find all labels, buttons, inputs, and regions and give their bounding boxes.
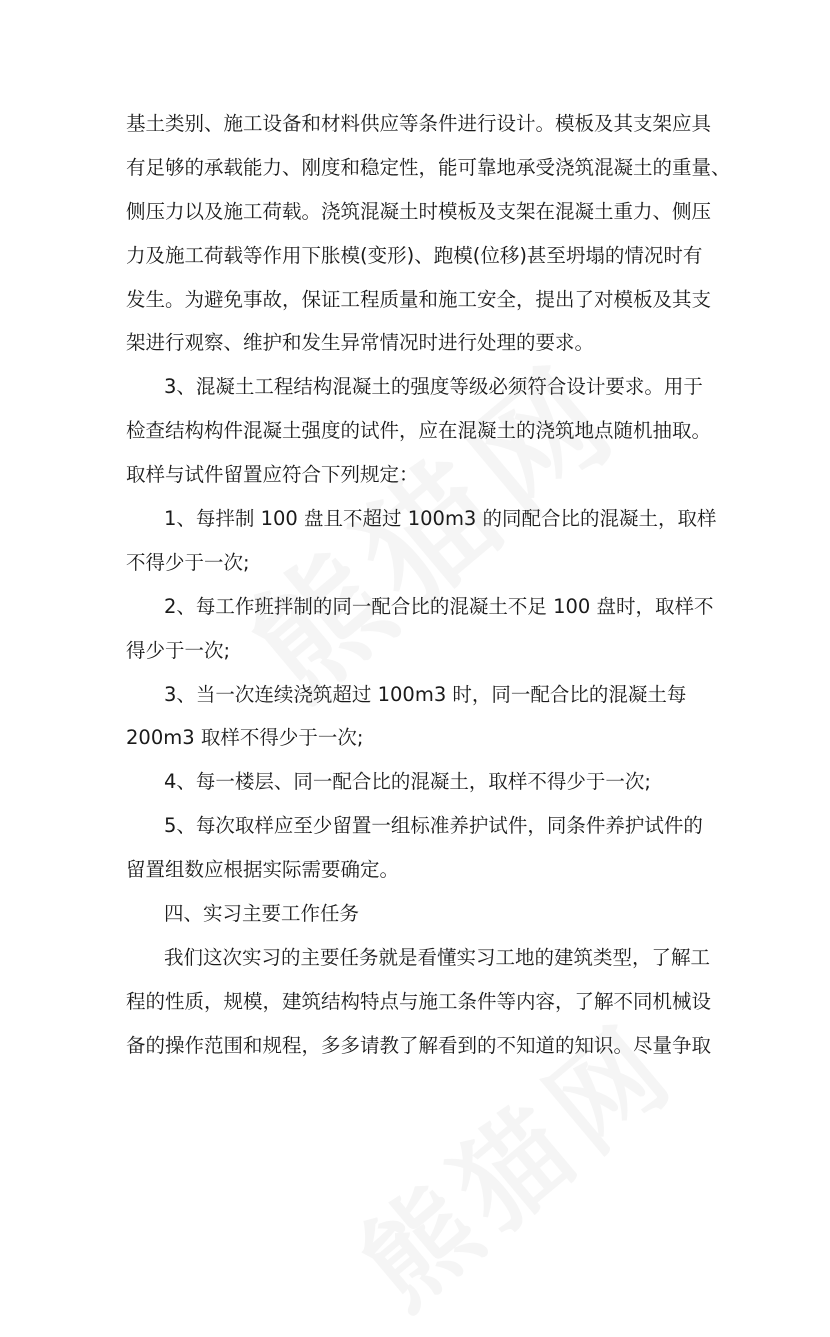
text-line: 我们这次实习的主要任务就是看懂实习工地的建筑类型，了解工 (164, 946, 711, 969)
text-line: 架进行观察、维护和发生异常情况时进行处理的要求。 (126, 331, 595, 354)
text-line: 力及施工荷载等作用下胀模(变形)、跑模(位移)甚至坍塌的情况时有 (126, 244, 703, 267)
text-line: 1、每拌制 100 盘且不超过 100m3 的同配合比的混凝土，取样 (164, 507, 717, 530)
text-line: 程的性质，规模，建筑结构特点与施工条件等内容，了解不同机械设 (126, 990, 712, 1013)
text-line: 发生。为避免事故，保证工程质量和施工安全，提出了对模板及其支 (126, 288, 712, 311)
text-line: 4、每一楼层、同一配合比的混凝土，取样不得少于一次; (164, 770, 651, 793)
text-line: 得少于一次; (126, 639, 231, 662)
text-line: 200m3 取样不得少于一次; (126, 726, 364, 749)
section-heading: 四、实习主要工作任务 (164, 902, 360, 925)
text-line: 有足够的承载能力、刚度和稳定性，能可靠地承受浇筑混凝土的重量、 (126, 156, 731, 179)
text-line: 检查结构构件混凝土强度的试件，应在混凝土的浇筑地点随机抽取。 (126, 419, 712, 442)
text-line: 2、每工作班拌制的同一配合比的混凝土不足 100 盘时，取样不 (164, 595, 714, 618)
text-line: 5、每次取样应至少留置一组标准养护试件，同条件养护试件的 (164, 814, 703, 837)
text-line: 3、当一次连续浇筑超过 100m3 时，同一配合比的混凝土每 (164, 683, 687, 706)
text-line: 备的操作范围和规程，多多请教了解看到的不知道的知识。尽量争取 (126, 1034, 712, 1057)
text-line: 不得少于一次; (126, 551, 250, 574)
text-line: 3、混凝土工程结构混凝土的强度等级必须符合设计要求。用于 (164, 375, 703, 398)
text-line: 侧压力以及施工荷载。浇筑混凝土时模板及支架在混凝土重力、侧压 (126, 200, 712, 223)
text-line: 基土类别、施工设备和材料供应等条件进行设计。模板及其支架应具 (126, 112, 712, 135)
text-line: 取样与试件留置应符合下列规定： (126, 463, 419, 486)
text-line: 留置组数应根据实际需要确定。 (126, 858, 400, 881)
